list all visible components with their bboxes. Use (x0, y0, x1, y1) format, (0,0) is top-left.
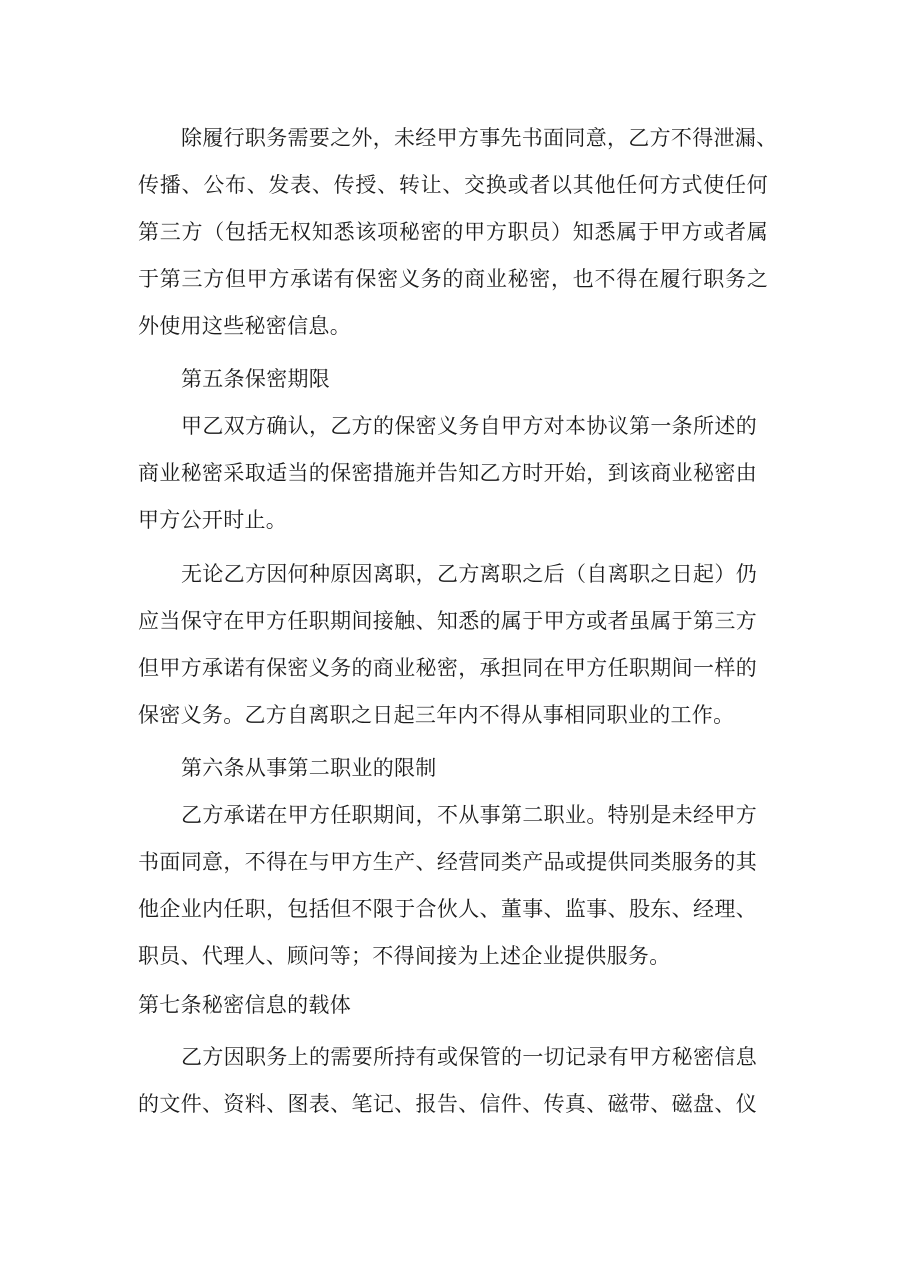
paragraph-line: 书面同意，不得在与甲方生产、经营同类产品或提供同类服务的其 (138, 850, 757, 874)
paragraph-line: 乙方承诺在甲方任职期间，不从事第二职业。特别是未经甲方 (181, 803, 757, 827)
paragraph-line: 商业秘密采取适当的保密措施并告知乙方时开始，到该商业秘密由 (138, 461, 757, 485)
paragraph-line: 甲方公开时止。 (138, 508, 288, 532)
paragraph-line: 于第三方但甲方承诺有保密义务的商业秘密，也不得在履行职务之 (138, 267, 768, 291)
paragraph-line: 应当保守在甲方任职期间接触、知悉的属于甲方或者虽属于第三方 (138, 609, 757, 633)
paragraph-line: 无论乙方因何种原因离职，乙方离职之后（自离职之日起）仍 (181, 562, 757, 586)
section-heading: 第五条保密期限 (181, 367, 331, 391)
paragraph-line: 保密义务。乙方自离职之日起三年内不得从事相同职业的工作。 (138, 703, 735, 727)
paragraph-line: 外使用这些秘密信息。 (138, 314, 351, 338)
paragraph-line: 甲乙双方确认，乙方的保密义务自甲方对本协议第一条所述的 (181, 414, 757, 438)
section-heading: 第七条秘密信息的载体 (138, 993, 351, 1017)
paragraph-line: 但甲方承诺有保密义务的商业秘密，承担同在甲方任职期间一样的 (138, 656, 757, 680)
paragraph-line: 乙方因职务上的需要所持有或保管的一切记录有甲方秘密信息 (181, 1045, 757, 1069)
paragraph-line: 的文件、资料、图表、笔记、报告、信件、传真、磁带、磁盘、仪 (138, 1092, 757, 1116)
paragraph-line: 传播、公布、发表、传授、转让、交换或者以其他任何方式使任何 (138, 173, 768, 197)
paragraph-line: 第三方（包括无权知悉该项秘密的甲方职员）知悉属于甲方或者属 (138, 220, 768, 244)
section-heading: 第六条从事第二职业的限制 (181, 756, 437, 780)
paragraph-line: 他企业内任职，包括但不限于合伙人、董事、监事、股东、经理、 (138, 897, 757, 921)
paragraph-line: 职员、代理人、顾问等；不得间接为上述企业提供服务。 (138, 944, 671, 968)
paragraph-line: 除履行职务需要之外，未经甲方事先书面同意，乙方不得泄漏、 (181, 126, 778, 150)
